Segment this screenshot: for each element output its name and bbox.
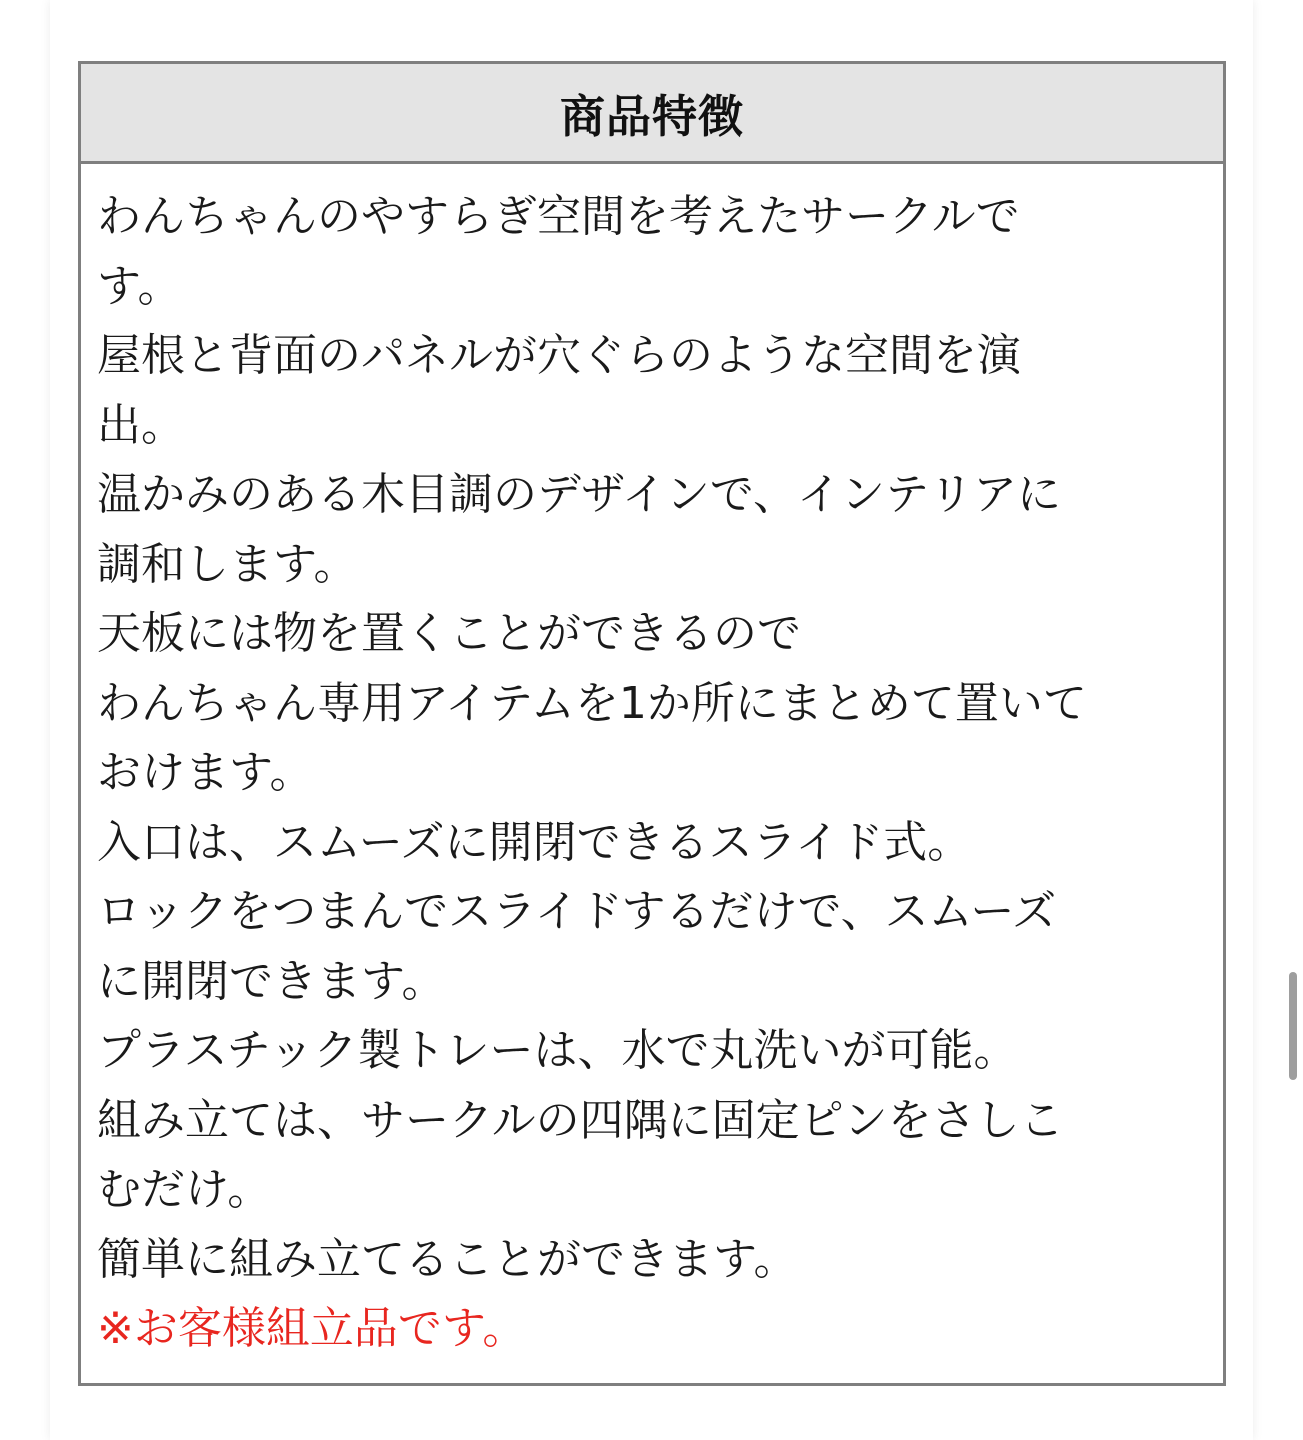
feature-line: おけます。: [97, 747, 314, 798]
table-body: [81, 164, 1223, 1364]
feature-line: わんちゃん専用アイテムを1か所にまとめて置いて: [97, 677, 1087, 729]
feature-line: プラスチック製トレーは、水で丸洗いが可能。: [97, 1025, 1018, 1076]
feature-line: わんちゃんのやすらぎ空間を考えたサークルで: [97, 191, 1020, 242]
feature-line: 入口は、スムーズに開閉できるスライド式。: [97, 816, 972, 868]
product-features-table: [78, 61, 1226, 1386]
scrollbar-thumb[interactable]: [1289, 972, 1297, 1080]
feature-line: に開閉できます。: [97, 955, 446, 1007]
assembly-note: ※お客様組立品です。: [97, 1303, 527, 1354]
feature-line: 調和します。: [97, 538, 358, 590]
feature-line: 屋根と背面のパネルが穴ぐらのような空間を演: [97, 330, 1021, 381]
feature-line: 出。: [97, 399, 185, 451]
feature-line: 簡単に組み立てることができます。: [97, 1233, 798, 1285]
section-title: 商品特徴: [559, 90, 744, 143]
feature-line: す。: [97, 260, 182, 312]
feature-line: むだけ。: [97, 1164, 272, 1215]
feature-line: 天板には物を置くことができるので: [97, 608, 801, 659]
feature-line: 組み立ては、サークルの四隅に固定ピンをさしこ: [97, 1094, 1064, 1146]
feature-line: ロックをつまんでスライドするだけで、スムーズ: [97, 886, 1057, 937]
feature-line: 温かみのある木目調のデザインで、インテリアに: [97, 469, 1062, 520]
table-header: [81, 64, 1223, 164]
